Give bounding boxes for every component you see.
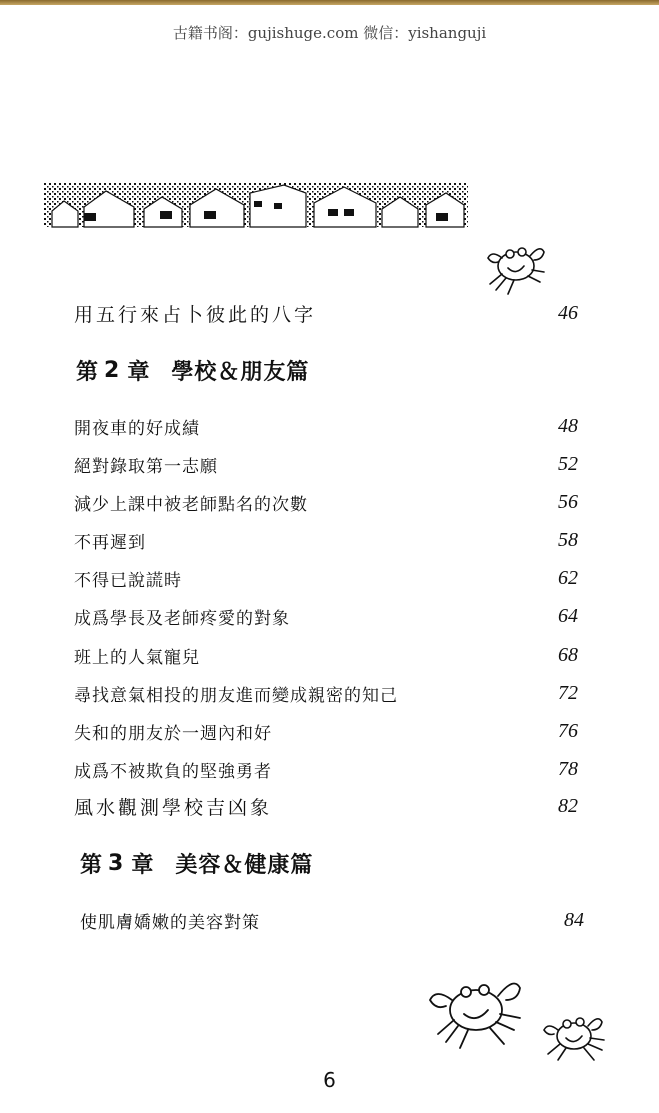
toc-entry-page: 84 [564,908,584,931]
toc-entry-title: 風水觀測學校吉凶象 [74,796,273,819]
toc-entry-page: 64 [558,604,578,627]
toc-entry-page: 56 [558,490,578,513]
house-row-illustration [44,183,468,231]
toc-entry-page: 82 [558,794,578,817]
toc-entry-title: 用五行來占卜彼此的八字 [74,303,317,326]
crab-icon [538,1000,610,1064]
toc-entry-page: 62 [558,566,578,589]
toc-entry-title: 減少上課中被老師點名的次數 [74,494,308,515]
toc-entry[interactable] [74,563,578,593]
crab-icon [478,228,550,298]
toc-entry-page: 58 [558,528,578,551]
toc-entry-title: 成爲不被欺負的堅強勇者 [74,761,272,782]
toc-entry-title: 不得已說謊時 [74,570,182,591]
toc-entry-title: 成爲學長及老師疼愛的對象 [74,608,290,629]
chapter-prefix: 第 [76,358,99,385]
toc-entry-title: 不再遲到 [74,532,146,553]
toc-entry[interactable] [74,640,578,670]
chapter-number: 2 [104,357,120,383]
top-border [0,0,659,5]
toc-entry[interactable] [74,411,578,441]
toc-entry[interactable] [74,716,578,746]
toc-entry-page: 46 [558,301,578,324]
toc-entry-page: 78 [558,757,578,780]
toc-entry-title: 絕對錄取第一志願 [74,456,218,477]
toc-entry[interactable] [74,487,578,517]
toc-entry[interactable] [74,754,578,784]
toc-entry-page: 48 [558,414,578,437]
toc-entry[interactable] [74,601,578,631]
toc-entry[interactable] [80,905,584,935]
toc-entry-page: 52 [558,452,578,475]
toc-entry-page: 68 [558,643,578,666]
toc-entry-title: 開夜車的好成績 [74,418,200,439]
chapter-title: 美容＆健康篇 [175,851,314,878]
chapter-suffix: 章 [131,851,154,878]
toc-entry-title: 失和的朋友於一週內和好 [74,723,272,744]
toc-entry-page: 76 [558,719,578,742]
watermark-text: 古籍书阁：gujishuge.com 微信：yishanguji [172,24,487,42]
crab-icon [424,960,528,1052]
toc-entry-title: 班上的人氣寵兒 [74,647,200,668]
chapter-heading [76,352,309,388]
toc-entry[interactable] [74,298,578,328]
toc-entry-title: 尋找意氣相投的朋友進而變成親密的知己 [74,685,398,706]
chapter-suffix: 章 [127,358,150,385]
chapter-number: 3 [108,850,124,876]
page-number: 6 [323,1068,336,1092]
chapter-prefix: 第 [80,851,103,878]
chapter-heading [80,845,313,881]
toc-entry[interactable] [74,449,578,479]
toc-entry[interactable] [74,791,578,821]
toc-entry[interactable] [74,525,578,555]
toc-entry-page: 72 [558,681,578,704]
toc-entry-title: 使肌膚嬌嫩的美容對策 [80,912,260,933]
chapter-title: 學校＆朋友篇 [171,358,310,385]
toc-entry[interactable] [74,678,578,708]
